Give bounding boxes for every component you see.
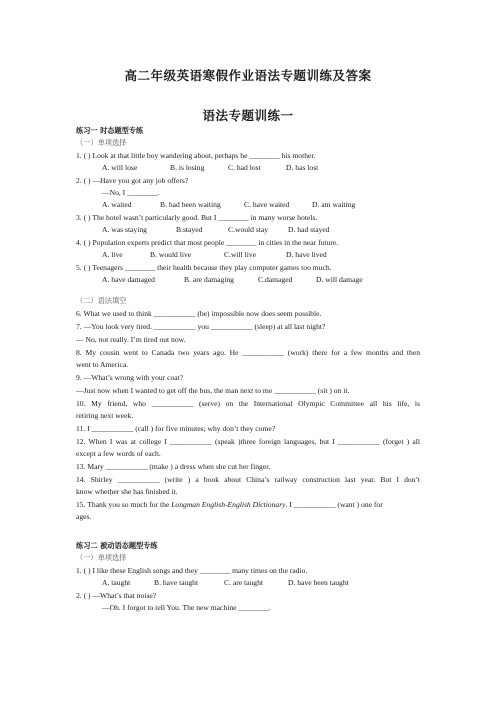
dictionary-title: Longman English-English Dictionary (171, 500, 286, 509)
option: A. live (102, 250, 123, 259)
question: 2. ( ) —Have you got any job offers? (76, 176, 189, 185)
question: 12. When I was at college I ___________ (speak )three foreign languages, but I ___________ (forget ) all (76, 437, 420, 446)
dialogue-reply: — No, not really. I’m tired out now. (76, 335, 186, 344)
option: B. is losing (170, 163, 205, 172)
exercise-heading: 练习一 时态题型专练 (76, 126, 144, 135)
answer-options (102, 578, 446, 588)
question: 9. —What’s wrong with your coat? (76, 373, 184, 382)
option: B. had been waiting (160, 200, 221, 209)
question-continuation: except a few words of each. (76, 449, 161, 458)
option: B. are damaging (184, 275, 234, 284)
option: B. would live (150, 250, 192, 259)
answer-options (102, 275, 446, 285)
option: D. am waiting (312, 200, 356, 209)
question (76, 500, 420, 510)
option: D. has lost (286, 163, 319, 172)
question: 7. —You look very tired. ___________ you ___________ (sleep) at all last night? (76, 322, 326, 331)
question-continuation: know whether she has finished it. (76, 487, 178, 496)
document-title: 高二年级英语寒假作业语法专题训练及答案 (124, 68, 372, 83)
question: 11. I ___________ (call ) for five minutes; why don’t they come? (76, 424, 276, 433)
question-text: . I ___________ (want ) one for (285, 500, 383, 509)
section-title: 语法专题训练一 (202, 108, 294, 123)
question: 5. ( ) Teenagers ________ their health because they play computer games too much. (76, 263, 332, 272)
answer-options (102, 225, 446, 235)
option: C. had lost (228, 163, 261, 172)
option: C.would stay (228, 225, 269, 234)
option: A. taught (102, 578, 131, 587)
question-continuation: retiring next week. (76, 411, 134, 420)
option: D. have lived (286, 250, 327, 259)
dialogue-reply: —Oh. I forgot to tell You. The new machine ________. (102, 603, 271, 612)
part-heading: （二）语法填空 (76, 296, 127, 305)
option: C. are taught (224, 578, 264, 587)
option: C.damaged (258, 275, 293, 284)
question: 6. What we used to think ___________ (be) impossible now does seem possible. (76, 309, 322, 318)
question-continuation: ages. (76, 512, 92, 521)
dialogue-reply: —No, I ________. (102, 188, 160, 197)
question: 14. Shirley ___________ (write ) a book about China’s railway construction last year. But I don’t (76, 475, 420, 484)
option: B. have taught (154, 578, 199, 587)
part-heading: （一）单项选择 (76, 553, 127, 562)
option: C.will live (224, 250, 257, 259)
option: A. was staying (102, 225, 147, 234)
question: 3. ( ) The hotel wasn’t particularly good. But I ________ in many worse hotels. (76, 213, 318, 222)
question: 2. ( ) —What’s that noise? (76, 591, 157, 600)
question: 10. My friend, who ___________ (serve) on the International Olympic Committee all his life, is (76, 399, 420, 408)
answer-options (102, 250, 446, 260)
dialogue-reply: —Just now when I wanted to get off the bus, the man next to me ___________ (sit ) on it. (76, 386, 350, 395)
part-heading: （一）单项选择 (76, 138, 127, 147)
option: D. will damage (316, 275, 363, 284)
option: D. have been taught (288, 578, 349, 587)
question: 8. My cousin went to Canada two years ago. He ___________ (work) there for a few months and then (76, 348, 420, 357)
exercise-heading: 练习二 被动语态题型专练 (76, 541, 158, 550)
question-continuation: went to America. (76, 360, 129, 369)
option: B.stayed (176, 225, 203, 234)
question: 1. ( ) Look at that little boy wandering about, perhaps he ________ his mother. (76, 151, 316, 160)
question: 4. ( ) Population experts predict that most people ________ in cities in the near future. (76, 238, 339, 247)
option: C. have waited (244, 200, 290, 209)
option: A. have damaged (102, 275, 155, 284)
option: D. had stayed (288, 225, 330, 234)
answer-options (102, 200, 446, 210)
question: 13. Mary ___________ (make ) a dress when she cut her finger. (76, 462, 271, 471)
answer-options (102, 163, 446, 173)
question: 1. ( ) I like these English songs and they ________ many times on the radio. (76, 566, 308, 575)
option: A. will lose (102, 163, 138, 172)
option: A. waited (102, 200, 132, 209)
question-text: 15. Thank you so much for the (76, 500, 172, 509)
